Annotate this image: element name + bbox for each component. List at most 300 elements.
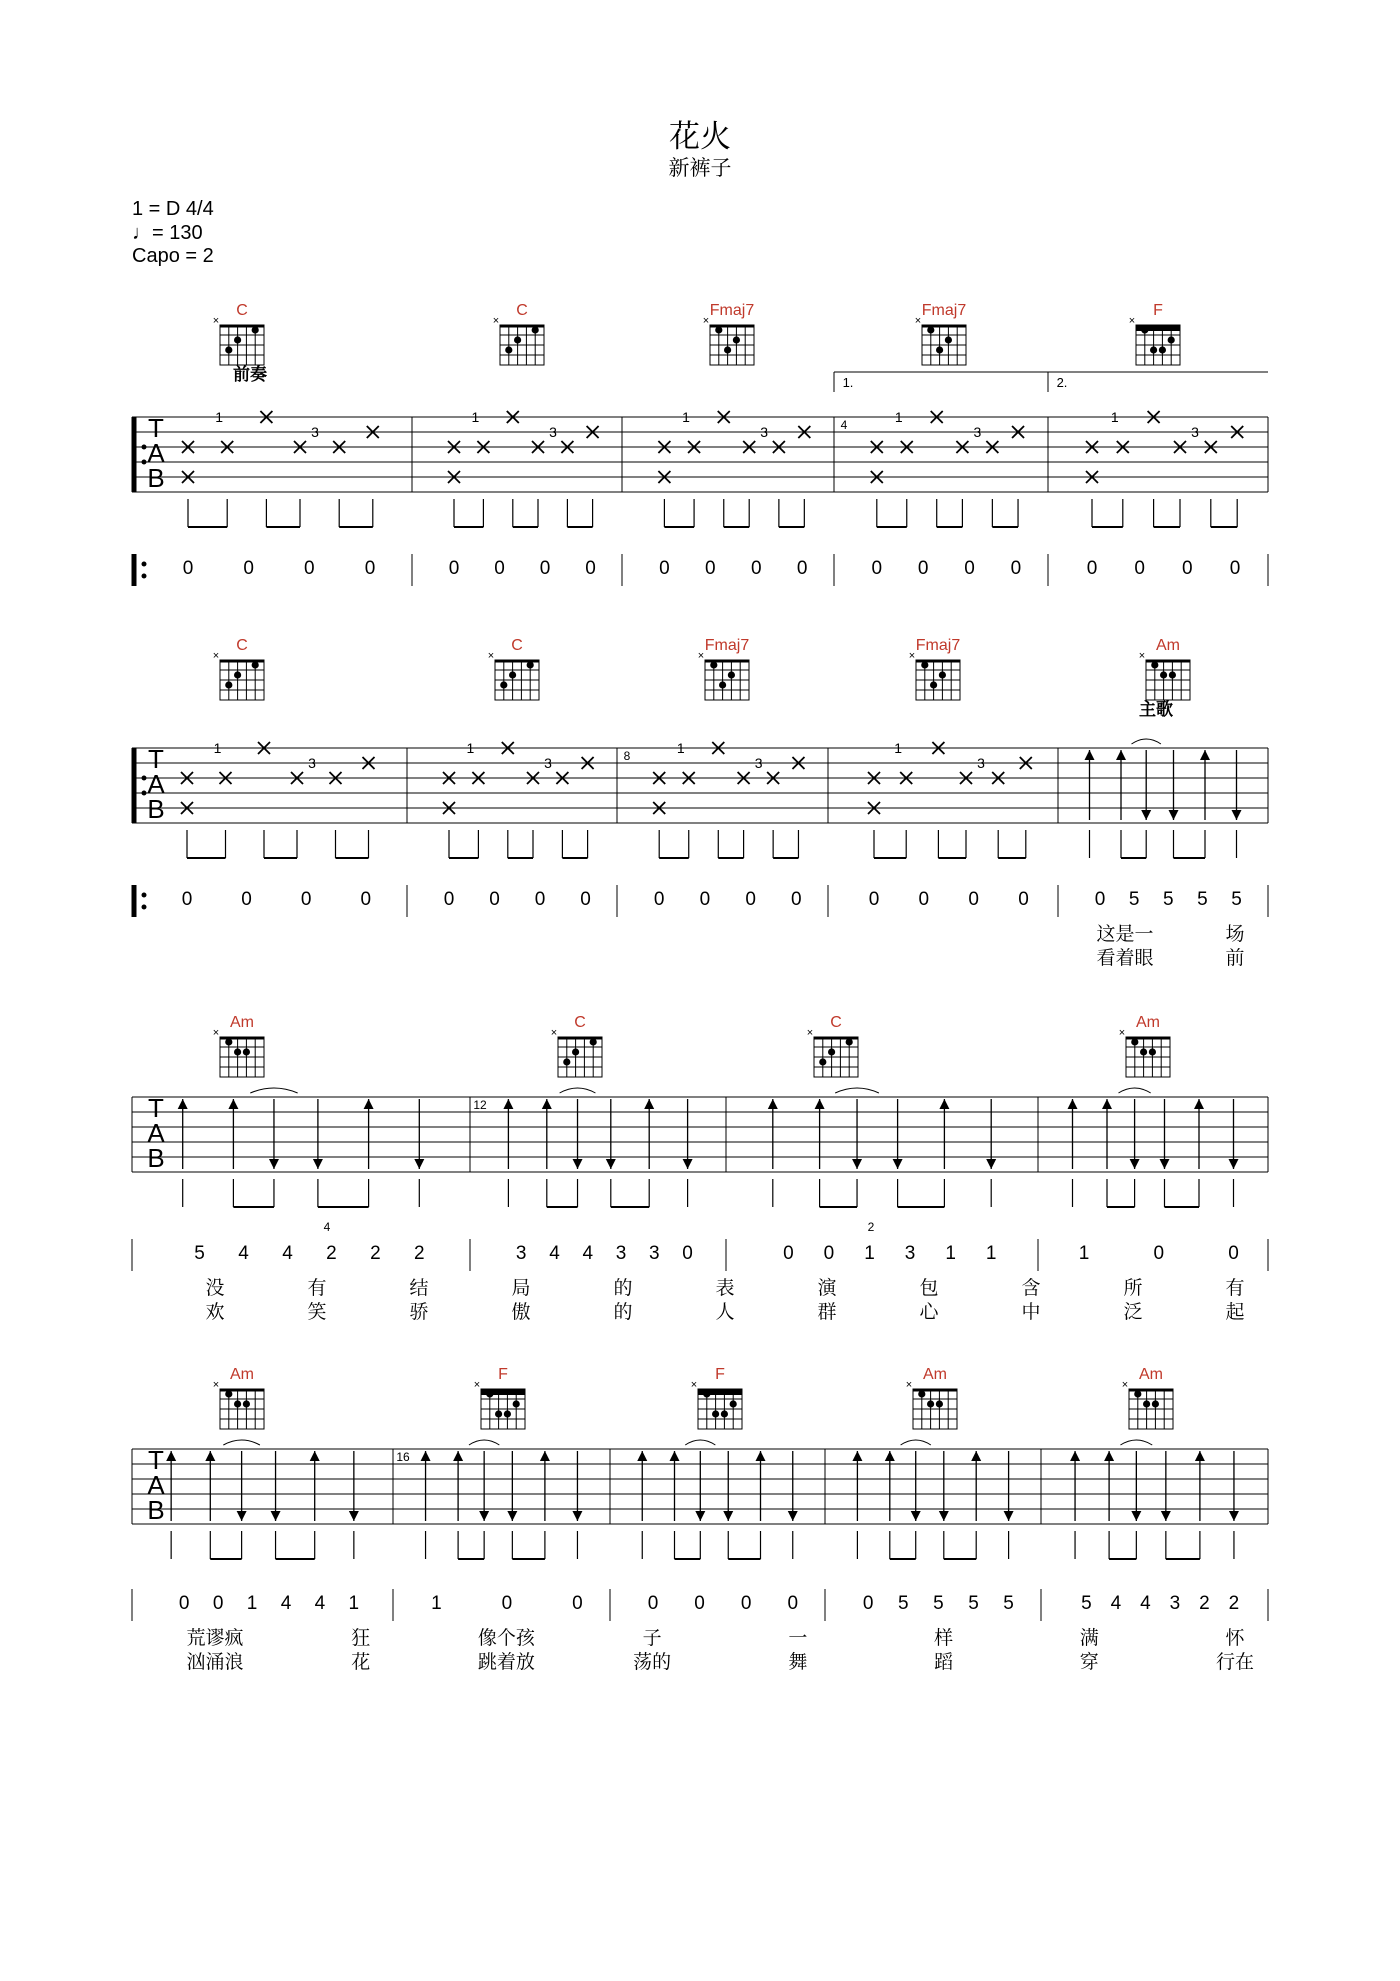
jianpu-note: 2 <box>326 1243 337 1264</box>
tie-arc <box>1132 739 1161 744</box>
strum-down-arrow <box>573 1159 583 1169</box>
jianpu-note: 3 <box>515 1243 527 1264</box>
tab-clef-letter: A <box>147 438 165 468</box>
jianpu-note: 0 <box>443 889 455 910</box>
finger-dot <box>1160 671 1167 678</box>
jianpu-note: 0 <box>653 889 665 910</box>
finger-dot <box>500 681 507 688</box>
strum-up-arrow <box>421 1451 431 1461</box>
fret-number: 3 <box>760 424 769 440</box>
chord-name: C <box>511 637 523 654</box>
lyric-syllable: 子 <box>642 1628 662 1649</box>
chord-diagram <box>807 1014 858 1077</box>
muted-string-mark: × <box>806 1027 814 1039</box>
strum-up-arrow <box>228 1099 238 1109</box>
barre <box>698 1391 742 1395</box>
grace-note: 4 <box>323 1220 331 1234</box>
jianpu-note: 1 <box>1078 1243 1090 1264</box>
lyric-syllable: 舞 <box>788 1652 808 1673</box>
finger-dot <box>927 1400 934 1407</box>
muted-string-mark: × <box>487 650 495 662</box>
fret-number: 1 <box>466 740 475 756</box>
finger-dot <box>572 1048 579 1055</box>
strum-up-arrow <box>1085 750 1095 760</box>
jianpu-note: 3 <box>649 1243 660 1264</box>
strum-down-arrow <box>606 1159 616 1169</box>
muted-string-mark: × <box>1121 1379 1129 1391</box>
finger-dot <box>505 346 512 353</box>
jianpu-note: 0 <box>448 558 460 579</box>
jianpu-note: 0 <box>750 558 762 579</box>
lyric-syllable: 没 <box>205 1278 225 1299</box>
lyric-syllable: 傲 <box>511 1302 531 1323</box>
key-signature: 1 = D 4/4 <box>132 198 214 220</box>
chord-name: Fmaj7 <box>704 637 750 654</box>
measure-number: 12 <box>473 1098 487 1112</box>
strum-up-arrow <box>1116 750 1126 760</box>
jianpu-note: 0 <box>360 889 372 910</box>
chord-name: F <box>1153 302 1163 319</box>
strum-down-arrow <box>479 1511 489 1521</box>
tie-arc <box>685 1440 715 1445</box>
lyric-syllable: 心 <box>919 1302 939 1323</box>
repeat-dot <box>142 776 147 781</box>
finger-dot <box>225 1038 232 1045</box>
strum-up-arrow <box>768 1099 778 1109</box>
strum-down-arrow <box>1131 1511 1141 1521</box>
tie-arc <box>901 1440 931 1445</box>
finger-dot <box>1134 1390 1141 1397</box>
jianpu-note: 2 <box>1228 1593 1240 1614</box>
jianpu-note: 0 <box>917 558 929 579</box>
finger-dot <box>1152 1400 1159 1407</box>
volta-label: 2. <box>1056 375 1068 390</box>
muted-string-mark: × <box>212 315 220 327</box>
lyric-syllable: 的 <box>613 1278 633 1299</box>
capo-setting: Capo = 2 <box>132 245 214 267</box>
lyric-syllable: 泛 <box>1123 1302 1143 1323</box>
finger-dot <box>1149 1048 1156 1055</box>
jianpu-note: 5 <box>968 1593 979 1614</box>
fret-number: 3 <box>311 424 319 440</box>
artist-name: 新裤子 <box>668 157 732 180</box>
strum-down-arrow <box>572 1511 582 1521</box>
fret-number: 3 <box>977 755 985 771</box>
strum-down-arrow <box>1229 1511 1239 1521</box>
lyric-syllable: 前 <box>1225 948 1245 969</box>
jianpu-note: 0 <box>1134 558 1145 579</box>
strum-up-arrow <box>885 1451 895 1461</box>
repeat-dot <box>142 574 147 579</box>
fret-number: 1 <box>215 409 224 425</box>
jianpu-note: 5 <box>1231 889 1242 910</box>
jianpu-note: 0 <box>364 558 376 579</box>
fret-number: 3 <box>973 424 982 440</box>
jianpu-note: 0 <box>694 1593 705 1614</box>
jianpu-note: 0 <box>178 1593 190 1614</box>
repeat-dot <box>142 905 147 910</box>
jianpu-note: 0 <box>787 1593 799 1614</box>
chord-name: Fmaj7 <box>921 302 967 319</box>
finger-dot <box>532 326 539 333</box>
jianpu-note: 5 <box>1081 1593 1092 1614</box>
finger-dot <box>846 1038 853 1045</box>
tab-clef-letter: T <box>148 413 164 443</box>
strum-down-arrow <box>788 1511 798 1521</box>
tab-clef-letter: A <box>147 1470 165 1500</box>
chord-diagram <box>474 1366 525 1429</box>
lyric-syllable: 的 <box>613 1302 633 1323</box>
jianpu-note: 0 <box>585 558 596 579</box>
lyric-syllable: 看着眼 <box>1096 948 1154 969</box>
lyric-syllable: 骄 <box>409 1302 429 1323</box>
strum-down-arrow <box>313 1159 323 1169</box>
fret-number: 3 <box>544 755 552 771</box>
chord-name: Am <box>923 1366 947 1383</box>
lyric-syllable: 狂 <box>351 1628 371 1649</box>
fret-number: 1 <box>682 409 690 425</box>
chord-diagram <box>1129 302 1180 365</box>
jianpu-note: 0 <box>783 1243 794 1264</box>
finger-dot <box>590 1038 597 1045</box>
chord-diagram <box>915 302 967 365</box>
repeat-dot <box>142 445 147 450</box>
finger-dot <box>225 681 232 688</box>
chord-name: Am <box>1156 637 1180 654</box>
chord-diagram <box>213 302 264 365</box>
jianpu-note: 0 <box>304 558 315 579</box>
strum-down-arrow <box>939 1511 949 1521</box>
fret-number: 3 <box>308 755 316 771</box>
finger-dot <box>504 1410 511 1417</box>
finger-dot <box>715 326 722 333</box>
jianpu-note: 1 <box>945 1243 956 1264</box>
fret-number: 1 <box>471 409 480 425</box>
tempo-marking: ♩= 130 <box>132 222 203 244</box>
chord-name: Fmaj7 <box>709 302 755 319</box>
fret-number: 3 <box>549 424 557 440</box>
jianpu-note: 0 <box>871 558 883 579</box>
chord-diagram <box>909 637 961 700</box>
strum-down-arrow <box>1229 1159 1239 1169</box>
lyric-syllable: 含 <box>1021 1278 1041 1299</box>
lyric-syllable: 群 <box>817 1302 837 1323</box>
grace-note: 2 <box>867 1220 875 1234</box>
muted-string-mark: × <box>1138 650 1146 662</box>
jianpu-note: 0 <box>1094 889 1106 910</box>
tie-arc <box>469 1440 499 1445</box>
chord-diagram <box>213 1014 264 1077</box>
jianpu-note: 5 <box>933 1593 944 1614</box>
lyric-syllable: 荡的 <box>633 1652 672 1673</box>
finger-dot <box>234 1048 241 1055</box>
strum-down-arrow <box>1160 1159 1170 1169</box>
finger-dot <box>712 1410 719 1417</box>
lyric-syllable: 所 <box>1123 1278 1143 1299</box>
jianpu-note: 0 <box>823 1243 835 1264</box>
jianpu-note: 0 <box>572 1593 583 1614</box>
strum-up-arrow <box>637 1451 647 1461</box>
jianpu-note: 4 <box>282 1243 293 1264</box>
jianpu-note: 0 <box>740 1593 752 1614</box>
volta-label: 1. <box>842 375 854 390</box>
chord-diagram <box>906 1366 957 1429</box>
finger-dot <box>513 1400 520 1407</box>
finger-dot <box>234 1400 241 1407</box>
finger-dot <box>1150 346 1157 353</box>
lyric-syllable: 花 <box>351 1652 371 1673</box>
muted-string-mark: × <box>1128 315 1136 327</box>
strum-up-arrow <box>939 1099 949 1109</box>
jianpu-note: 0 <box>243 558 254 579</box>
strum-down-arrow <box>1130 1159 1140 1169</box>
tie-arc <box>1120 1440 1152 1445</box>
strum-up-arrow <box>364 1099 374 1109</box>
fret-number: 1 <box>1110 409 1119 425</box>
strum-up-arrow <box>1102 1099 1112 1109</box>
muted-string-mark: × <box>697 650 705 662</box>
strum-down-arrow <box>414 1159 424 1169</box>
jianpu-note: 0 <box>1086 558 1098 579</box>
strum-down-arrow <box>349 1511 359 1521</box>
chord-diagram <box>691 1366 742 1429</box>
jianpu-note: 0 <box>182 558 194 579</box>
jianpu-note: 5 <box>1003 1593 1014 1614</box>
strum-up-arrow <box>1070 1451 1080 1461</box>
chord-name: C <box>830 1014 842 1031</box>
finger-dot <box>1131 1038 1138 1045</box>
tie-arc <box>223 1440 260 1445</box>
muted-string-mark: × <box>473 1379 481 1391</box>
finger-dot <box>252 661 259 668</box>
tab-clef-letter: B <box>147 1143 165 1173</box>
finger-dot <box>730 1400 737 1407</box>
strum-up-arrow <box>542 1099 552 1109</box>
tie-arc <box>250 1088 297 1093</box>
tab-clef-letter: A <box>147 769 165 799</box>
fret-number: 1 <box>894 740 903 756</box>
lyric-syllable: 有 <box>307 1278 327 1299</box>
lyric-syllable: 这是一 <box>1096 924 1154 945</box>
jianpu-note: 0 <box>1228 1243 1239 1264</box>
section-label: 前奏 <box>233 365 267 384</box>
finger-dot <box>225 1390 232 1397</box>
jianpu-note: 3 <box>615 1243 627 1264</box>
muted-string-mark: × <box>914 315 922 327</box>
jianpu-note: 0 <box>241 889 252 910</box>
measure-number: 4 <box>840 418 848 432</box>
strum-down-arrow <box>237 1511 247 1521</box>
finger-dot <box>243 1400 250 1407</box>
chord-diagram <box>493 302 544 365</box>
lyric-syllable: 表 <box>715 1278 735 1299</box>
finger-dot <box>234 336 241 343</box>
jianpu-note: 4 <box>238 1243 249 1264</box>
jianpu-note: 1 <box>246 1593 258 1614</box>
strum-down-arrow <box>1232 810 1242 820</box>
jianpu-note: 0 <box>501 1593 513 1614</box>
muted-string-mark: × <box>492 315 500 327</box>
muted-string-mark: × <box>905 1379 913 1391</box>
strum-down-arrow <box>1141 810 1151 820</box>
chord-name: C <box>236 302 248 319</box>
lyric-syllable: 有 <box>1225 1278 1245 1299</box>
fret-number: 1 <box>676 740 685 756</box>
strum-up-arrow <box>670 1451 680 1461</box>
jianpu-note: 0 <box>796 558 808 579</box>
jianpu-note: 4 <box>314 1593 326 1614</box>
muted-string-mark: × <box>212 650 220 662</box>
strum-up-arrow <box>503 1099 513 1109</box>
chord-diagram <box>213 1366 264 1429</box>
lyric-syllable: 场 <box>1225 924 1245 945</box>
jianpu-note: 0 <box>494 558 505 579</box>
jianpu-note: 5 <box>1162 889 1174 910</box>
chord-name: Fmaj7 <box>915 637 961 654</box>
jianpu-note: 0 <box>659 558 670 579</box>
finger-dot <box>1151 661 1158 668</box>
jianpu-note: 1 <box>864 1243 875 1264</box>
chord-name: Am <box>230 1014 254 1031</box>
strum-down-arrow <box>1004 1511 1014 1521</box>
jianpu-note: 0 <box>1010 558 1022 579</box>
measure-number: 8 <box>623 749 631 763</box>
strum-down-arrow <box>723 1511 733 1521</box>
finger-dot <box>927 326 934 333</box>
jianpu-note: 4 <box>582 1243 594 1264</box>
jianpu-note: 0 <box>699 889 711 910</box>
jianpu-note: 3 <box>904 1243 916 1264</box>
song-title: 花火 <box>669 119 731 154</box>
lyric-syllable: 行在 <box>1215 1652 1255 1673</box>
repeat-dot <box>142 460 147 465</box>
jianpu-note: 2 <box>1199 1593 1210 1614</box>
tab-clef-letter: B <box>147 794 165 824</box>
jianpu-note: 2 <box>370 1243 381 1264</box>
lyric-syllable: 笑 <box>307 1302 327 1323</box>
jianpu-note: 5 <box>898 1593 909 1614</box>
strum-down-arrow <box>1169 810 1179 820</box>
jianpu-note: 0 <box>964 558 975 579</box>
muted-string-mark: × <box>1118 1027 1126 1039</box>
section-label: 主歌 <box>1139 700 1173 719</box>
strum-up-arrow <box>453 1451 463 1461</box>
finger-dot <box>945 336 952 343</box>
lyric-syllable: 样 <box>934 1628 954 1649</box>
jianpu-note: 0 <box>489 889 500 910</box>
finger-dot <box>930 681 937 688</box>
tie-arc <box>835 1088 879 1093</box>
jianpu-note: 5 <box>194 1243 205 1264</box>
chord-diagram <box>213 637 264 700</box>
strum-down-arrow <box>271 1511 281 1521</box>
jianpu-note: 0 <box>212 1593 224 1614</box>
chord-diagram <box>698 637 750 700</box>
lyric-syllable: 人 <box>715 1302 735 1323</box>
finger-dot <box>514 336 521 343</box>
jianpu-note: 1 <box>431 1593 442 1614</box>
jianpu-note: 0 <box>968 889 979 910</box>
tab-clef-letter: T <box>148 1445 164 1475</box>
strum-down-arrow <box>507 1511 517 1521</box>
chord-name: Am <box>1136 1014 1160 1031</box>
muted-string-mark: × <box>908 650 916 662</box>
jianpu-note: 4 <box>549 1243 560 1264</box>
finger-dot <box>1168 336 1175 343</box>
jianpu-note: 1 <box>985 1243 997 1264</box>
chord-name: C <box>236 637 248 654</box>
finger-dot <box>234 671 241 678</box>
strum-up-arrow <box>1200 750 1210 760</box>
finger-dot <box>719 681 726 688</box>
strum-up-arrow <box>1194 1099 1204 1109</box>
tie-arc <box>1119 1088 1151 1093</box>
finger-dot <box>936 1400 943 1407</box>
chord-name: F <box>498 1366 508 1383</box>
lyric-syllable: 中 <box>1021 1302 1041 1323</box>
chord-name: C <box>574 1014 586 1031</box>
jianpu-note: 0 <box>868 889 880 910</box>
finger-dot <box>936 346 943 353</box>
strum-up-arrow <box>852 1451 862 1461</box>
finger-dot <box>939 671 946 678</box>
fret-number: 1 <box>213 740 222 756</box>
tab-clef-letter: T <box>148 744 164 774</box>
lyric-syllable: 欢 <box>205 1302 225 1323</box>
finger-dot <box>509 671 516 678</box>
finger-dot <box>243 1048 250 1055</box>
lyric-syllable: 结 <box>409 1278 429 1299</box>
repeat-dot <box>142 893 147 898</box>
jianpu-note: 5 <box>1128 889 1140 910</box>
strum-up-arrow <box>178 1099 188 1109</box>
strum-down-arrow <box>695 1511 705 1521</box>
muted-string-mark: × <box>550 1027 558 1039</box>
barre <box>481 1391 525 1395</box>
strum-up-arrow <box>815 1099 825 1109</box>
finger-dot <box>1159 346 1166 353</box>
fret-number: 3 <box>1191 424 1199 440</box>
tab-clef-letter: T <box>148 1093 164 1123</box>
finger-dot <box>1169 671 1176 678</box>
jianpu-note: 0 <box>682 1243 693 1264</box>
lyric-syllable: 蹈 <box>934 1652 954 1673</box>
lyric-syllable: 演 <box>817 1278 837 1299</box>
repeat-dot <box>142 791 147 796</box>
finger-dot <box>1140 1048 1147 1055</box>
strum-up-arrow <box>971 1451 981 1461</box>
jianpu-note: 0 <box>647 1593 659 1614</box>
lyric-syllable: 局 <box>511 1278 531 1299</box>
lyric-syllable: 跳着放 <box>477 1652 535 1673</box>
jianpu-note: 0 <box>539 558 551 579</box>
lyric-syllable: 像个孩 <box>477 1628 535 1649</box>
fret-number: 3 <box>754 755 763 771</box>
strum-up-arrow <box>540 1451 550 1461</box>
strum-up-arrow <box>1195 1451 1205 1461</box>
jianpu-note: 0 <box>181 889 193 910</box>
strum-down-arrow <box>1161 1511 1171 1521</box>
jianpu-note: 5 <box>1197 889 1208 910</box>
strum-down-arrow <box>893 1159 903 1169</box>
muted-string-mark: × <box>212 1379 220 1391</box>
chord-diagram <box>488 637 539 700</box>
strum-up-arrow <box>756 1451 766 1461</box>
strum-up-arrow <box>1104 1451 1114 1461</box>
finger-dot <box>710 661 717 668</box>
chord-name: C <box>516 302 528 319</box>
fret-number: 1 <box>894 409 903 425</box>
